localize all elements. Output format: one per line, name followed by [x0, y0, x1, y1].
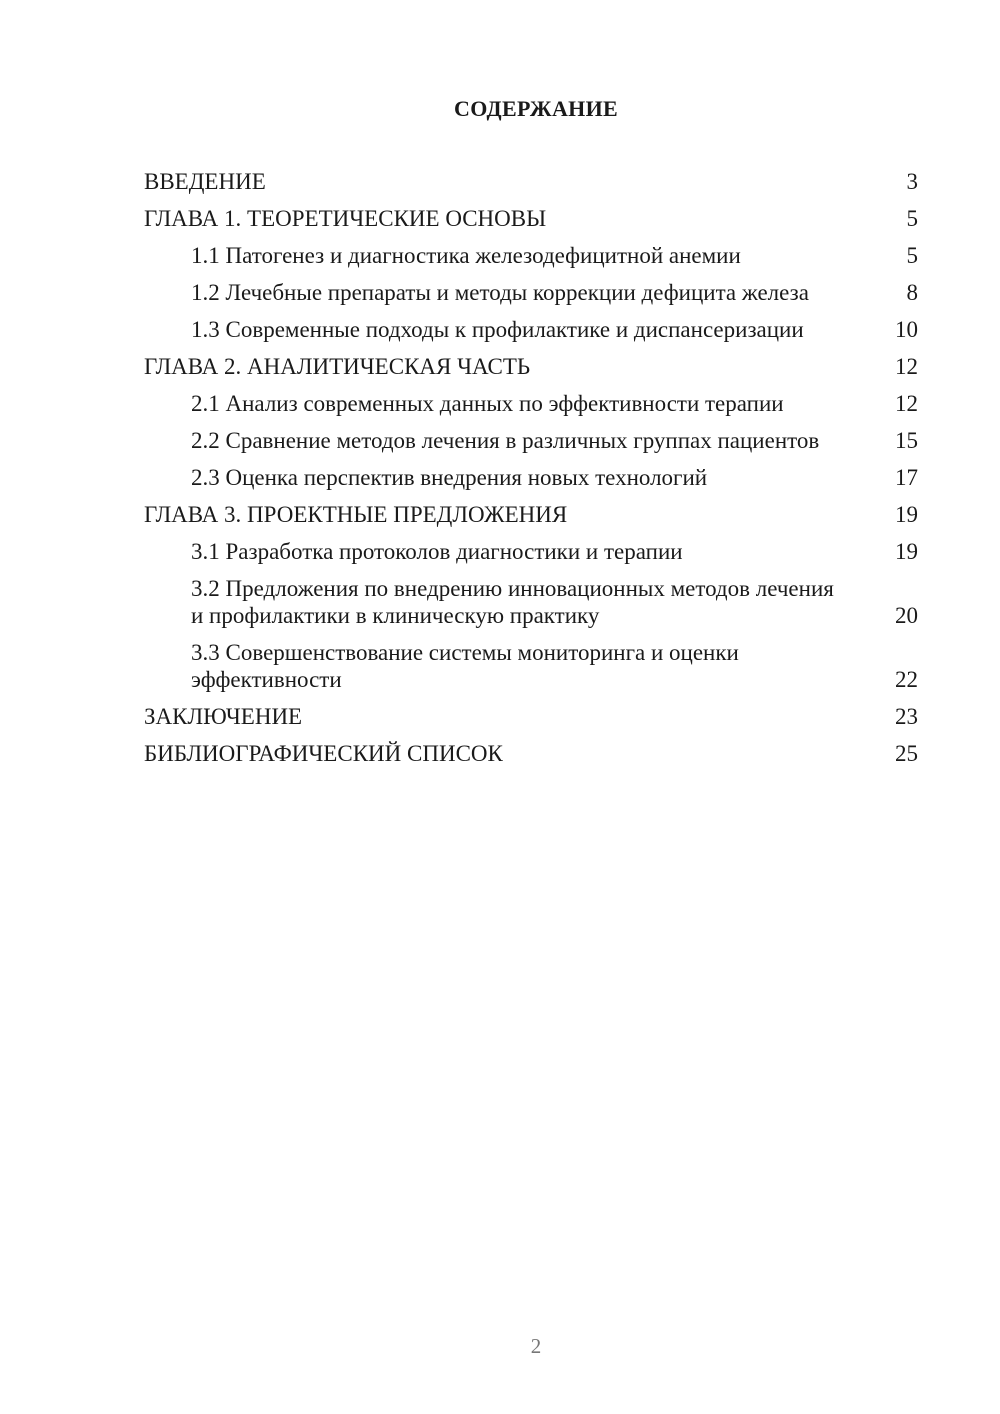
toc-entry-text: 2.2 Сравнение методов лечения в различных группах пациентов — [191, 428, 820, 453]
toc-entry-page: 5 — [906, 206, 918, 231]
table-of-contents — [144, 168, 918, 777]
toc-entry-page: 19 — [895, 502, 918, 527]
toc-entry-page: 3 — [906, 169, 918, 194]
toc-entry-section-2-1[interactable] — [144, 390, 918, 417]
toc-entry-chapter-3[interactable] — [144, 501, 918, 528]
toc-entry-bibliography[interactable] — [144, 740, 918, 767]
toc-entry-chapter-2[interactable] — [144, 353, 918, 380]
toc-entry-section-2-3[interactable] — [144, 464, 918, 491]
toc-entry-text: ГЛАВА 1. ТЕОРЕТИЧЕСКИЕ ОСНОВЫ — [144, 206, 547, 231]
toc-entry-page: 22 — [895, 667, 918, 692]
toc-entry-text: 3.1 Разработка протоколов диагностики и терапии — [191, 539, 683, 564]
toc-entry-text: 1.1 Патогенез и диагностика железодефицитной анемии — [191, 243, 741, 268]
toc-entry-text: ВВЕДЕНИЕ — [144, 169, 266, 194]
toc-entry-section-2-2[interactable] — [144, 427, 918, 454]
toc-entry-text: 3.2 Предложения по внедрению инновационных методов лечения и профилактики в клиническую практику — [191, 576, 834, 628]
toc-entry-section-1-2[interactable] — [144, 279, 918, 306]
toc-entry-page: 8 — [906, 280, 918, 305]
toc-entry-section-3-1[interactable] — [144, 538, 918, 565]
toc-entry-text: 1.3 Современные подходы к профилактике и диспансеризации — [191, 317, 804, 342]
toc-entry-introduction[interactable] — [144, 168, 918, 195]
toc-entry-page: 20 — [895, 603, 918, 628]
page-title: СОДЕРЖАНИЕ — [454, 96, 618, 121]
toc-entry-page: 15 — [895, 428, 918, 453]
toc-entry-text: 1.2 Лечебные препараты и методы коррекции дефицита железа — [191, 280, 809, 305]
toc-entry-section-3-3[interactable] — [144, 639, 918, 693]
toc-entry-chapter-1[interactable] — [144, 205, 918, 232]
toc-entry-section-3-2[interactable] — [144, 575, 918, 629]
toc-entry-page: 12 — [895, 354, 918, 379]
page-number: 2 — [530, 1334, 542, 1358]
toc-entry-page: 10 — [895, 317, 918, 342]
toc-entry-text: 3.3 Совершенствование системы мониторинга и оценки эффективности — [191, 640, 739, 692]
toc-entry-text: ГЛАВА 2. АНАЛИТИЧЕСКАЯ ЧАСТЬ — [144, 354, 531, 379]
toc-entry-text: ЗАКЛЮЧЕНИЕ — [144, 704, 303, 729]
toc-entry-text: ГЛАВА 3. ПРОЕКТНЫЕ ПРЕДЛОЖЕНИЯ — [144, 502, 568, 527]
toc-entry-page: 19 — [895, 539, 918, 564]
toc-entry-page: 5 — [906, 243, 918, 268]
toc-entry-text: 2.1 Анализ современных данных по эффективности терапии — [191, 391, 784, 416]
toc-entry-page: 12 — [895, 391, 918, 416]
toc-entry-text: БИБЛИОГРАФИЧЕСКИЙ СПИСОК — [144, 741, 503, 766]
toc-entry-section-1-1[interactable] — [144, 242, 918, 269]
toc-entry-section-1-3[interactable] — [144, 316, 918, 343]
toc-entry-page: 17 — [895, 465, 918, 490]
toc-entry-page: 23 — [895, 704, 918, 729]
toc-entry-conclusion[interactable] — [144, 703, 918, 730]
toc-entry-page: 25 — [895, 741, 918, 766]
toc-entry-text: 2.3 Оценка перспектив внедрения новых технологий — [191, 465, 708, 490]
